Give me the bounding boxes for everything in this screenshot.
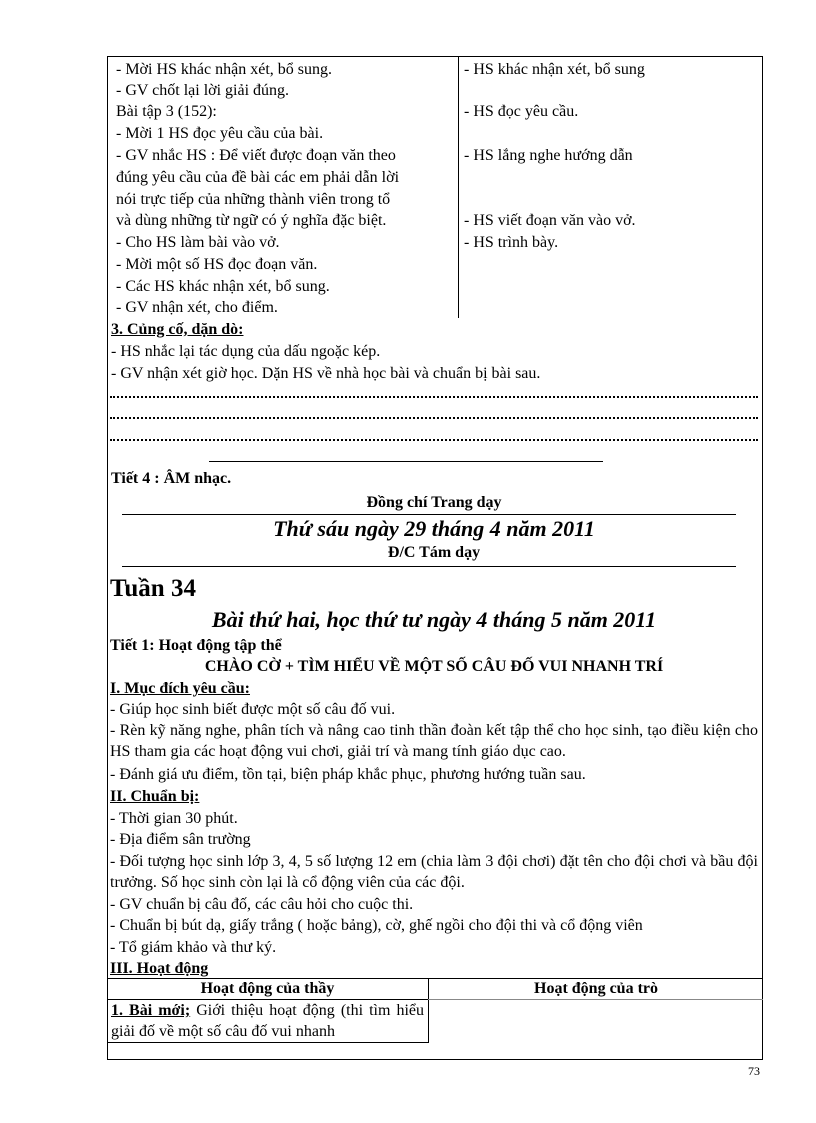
student-line: - HS lắng nghe hướng dẫn xyxy=(464,147,633,164)
teacher-line: nói trực tiếp của những thành viên trong tổ xyxy=(116,191,391,208)
table-border xyxy=(428,999,763,1000)
teacher-line: - Mời một số HS đọc đoạn văn. xyxy=(116,256,318,273)
consolidation-line: - HS nhắc lại tác dụng của dấu ngoặc kép. xyxy=(111,343,381,360)
dotted-line xyxy=(110,439,758,441)
section-1-item: - Đánh giá ưu điểm, tồn tại, biện pháp khắc phục, phương hướng tuần sau. xyxy=(110,766,586,783)
consolidation-heading: 3. Củng cố, dặn dò: xyxy=(111,321,244,338)
period-1-label: Tiết 1: Hoạt động tập thể xyxy=(110,637,282,654)
teacher-line: - Mời HS khác nhận xét, bổ sung. xyxy=(116,61,332,78)
teacher-line: - GV nhận xét, cho điểm. xyxy=(116,299,278,316)
section-2-item: - Chuẩn bị bút dạ, giấy trắng ( hoặc bảng), cờ, ghế ngồi cho đội thi và cổ động viên xyxy=(110,917,643,934)
student-line: - HS đọc yêu cầu. xyxy=(464,103,579,120)
section-2-item: - GV chuẩn bị câu đố, các câu hỏi cho cuộc thi. xyxy=(110,896,414,913)
activity-row-label: 1. Bài mới; xyxy=(111,1002,191,1019)
table-border xyxy=(107,1042,429,1043)
section-3-heading: III. Hoạt động xyxy=(110,960,209,977)
dotted-line xyxy=(110,417,758,419)
dotted-line xyxy=(110,396,758,398)
activity-row-teacher xyxy=(111,1000,424,1042)
lesson-topic: CHÀO CỜ + TÌM HIỂU VỀ MỘT SỐ CÂU ĐỐ VUI NHANH TRÍ xyxy=(204,658,664,675)
friday-title: Thứ sáu ngày 29 tháng 4 năm 2011 xyxy=(273,516,595,541)
friday-teacher: Đ/C Tám dạy xyxy=(387,544,481,561)
teacher-line: - GV nhắc HS : Để viết được đoạn văn theo xyxy=(116,147,396,164)
teacher-line: - GV chốt lại lời giải đúng. xyxy=(116,82,290,99)
teacher-line: - Các HS khác nhận xét, bổ sung. xyxy=(116,278,330,295)
section-1-item: - Rèn kỹ năng nghe, phân tích và nâng cao tinh thần đoàn kết tập thể cho học sinh, tạo điều kiện cho HS tham gia các hoạt động vui chơi, giải trí và mang tính giáo dục cao. xyxy=(110,722,758,760)
section-1-heading: I. Mục đích yêu cầu: xyxy=(110,680,250,697)
section-2-item: - Địa điểm sân trường xyxy=(110,831,251,848)
period-4-teacher: Đồng chí Trang dạy xyxy=(366,494,502,511)
column-header-student: Hoạt động của trò xyxy=(534,980,658,997)
student-line: - HS trình bày. xyxy=(464,234,559,251)
section-2-item: - Thời gian 30 phút. xyxy=(110,810,238,827)
period-4-label: Tiết 4 : ÂM nhạc. xyxy=(111,470,232,487)
teacher-line: - Mời 1 HS đọc yêu cầu của bài. xyxy=(116,125,324,142)
separator xyxy=(122,566,736,567)
section-2-item: - Đối tượng học sinh lớp 3, 4, 5 số lượng 12 em (chia làm 3 đội chơi) đặt tên cho đội chơi và bầu đội trưởng. Số học sinh còn lại là cổ động viên của các đội. xyxy=(110,853,758,891)
column-header-teacher: Hoạt động của thầy xyxy=(200,980,335,997)
table-divider xyxy=(458,56,459,318)
page-number: 73 xyxy=(748,1064,760,1078)
student-line: - HS khác nhận xét, bổ sung xyxy=(464,61,645,78)
teacher-line: đúng yêu cầu của đề bài các em phải dẫn lời xyxy=(116,169,400,186)
week-subtitle: Bài thứ hai, học thứ tư ngày 4 tháng 5 năm 2011 xyxy=(211,607,657,632)
teacher-line: Bài tập 3 (152): xyxy=(116,103,217,120)
teacher-line: và dùng những từ ngữ có ý nghĩa đặc biệt. xyxy=(116,212,387,229)
consolidation-line: - GV nhận xét giờ học. Dặn HS về nhà học bài và chuẩn bị bài sau. xyxy=(111,365,541,382)
section-2-heading: II. Chuẩn bị: xyxy=(110,788,200,805)
section-1-item: - Giúp học sinh biết được một số câu đố vui. xyxy=(110,701,396,718)
student-line: - HS viết đoạn văn vào vở. xyxy=(464,212,636,229)
teacher-line: - Cho HS làm bài vào vở. xyxy=(116,234,280,251)
separator xyxy=(209,461,603,462)
section-2-item: - Tổ giám khảo và thư ký. xyxy=(110,939,277,956)
activity-row-text: Giới thiệu hoạt động (thi tìm hiểu giải đố về một số câu đố vui nhanh xyxy=(111,1002,425,1040)
week-title: Tuần 34 xyxy=(110,575,196,602)
